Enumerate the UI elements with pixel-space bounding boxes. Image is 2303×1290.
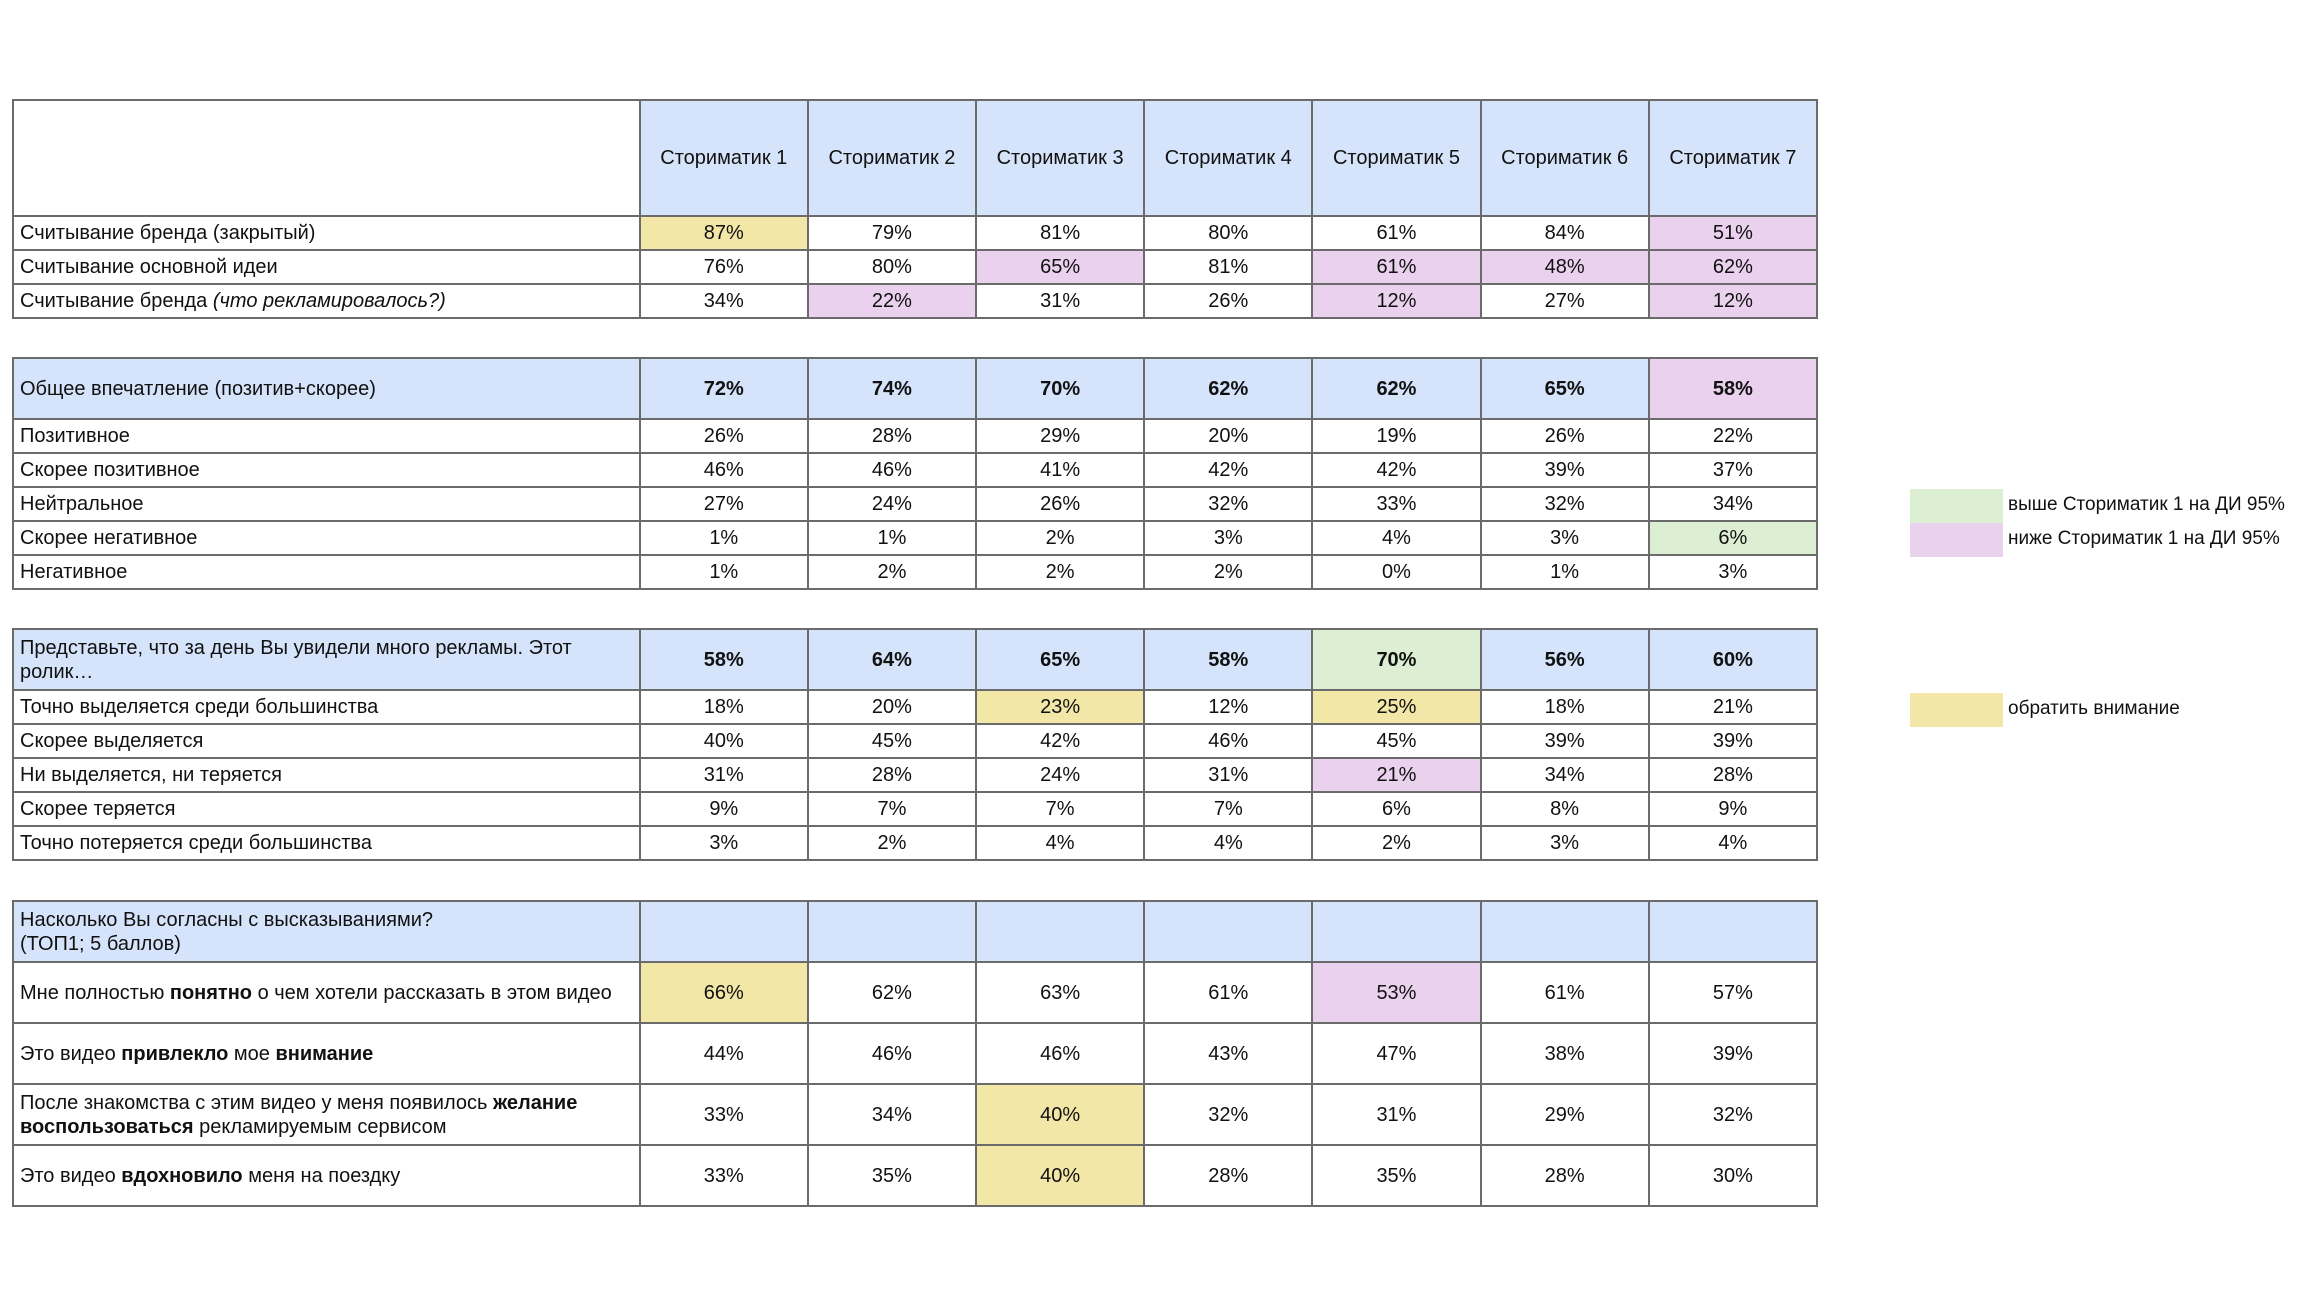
value-cell: 66% (640, 962, 808, 1023)
value-cell: 81% (976, 216, 1144, 250)
row-label: Скорее позитивное (13, 453, 640, 487)
value-cell: 62% (808, 962, 976, 1023)
value-cell: 34% (640, 284, 808, 318)
column-header: Сториматик 4 (1144, 100, 1312, 216)
table-row (13, 826, 1817, 860)
value-cell: 58% (640, 629, 808, 690)
value-cell: 63% (976, 962, 1144, 1023)
value-cell: 2% (976, 555, 1144, 589)
value-cell: 7% (976, 792, 1144, 826)
table-row (13, 555, 1817, 589)
value-cell: 42% (1144, 453, 1312, 487)
value-cell: 61% (1312, 216, 1480, 250)
value-cell: 48% (1481, 250, 1649, 284)
brand-recognition-table (12, 99, 1818, 319)
value-cell: 34% (1481, 758, 1649, 792)
value-cell: 51% (1649, 216, 1817, 250)
value-cell: 58% (1144, 629, 1312, 690)
value-cell: 39% (1481, 724, 1649, 758)
value-cell: 62% (1144, 358, 1312, 419)
value-cell: 61% (1481, 962, 1649, 1023)
value-cell: 9% (1649, 792, 1817, 826)
value-cell: 18% (640, 690, 808, 724)
value-cell: 31% (1144, 758, 1312, 792)
value-cell: 27% (1481, 284, 1649, 318)
value-cell: 62% (1649, 250, 1817, 284)
value-cell: 35% (808, 1145, 976, 1206)
value-cell: 22% (1649, 419, 1817, 453)
value-cell: 84% (1481, 216, 1649, 250)
value-cell: 1% (640, 521, 808, 555)
empty-header-cell (1144, 901, 1312, 962)
value-cell: 58% (1649, 358, 1817, 419)
value-cell: 1% (1481, 555, 1649, 589)
value-cell: 8% (1481, 792, 1649, 826)
value-cell: 74% (808, 358, 976, 419)
column-header: Сториматик 7 (1649, 100, 1817, 216)
value-cell: 21% (1649, 690, 1817, 724)
row-label: Точно потеряется среди большинства (13, 826, 640, 860)
value-cell: 19% (1312, 419, 1480, 453)
value-cell: 3% (1481, 521, 1649, 555)
empty-header-cell (1649, 901, 1817, 962)
value-cell: 45% (1312, 724, 1480, 758)
value-cell: 2% (1144, 555, 1312, 589)
empty-header-cell (1312, 901, 1480, 962)
value-cell: 3% (1144, 521, 1312, 555)
row-label (13, 1023, 640, 1084)
value-cell: 3% (640, 826, 808, 860)
table-row (13, 419, 1817, 453)
value-cell: 46% (808, 1023, 976, 1084)
value-cell: 6% (1649, 521, 1817, 555)
value-cell: 28% (1649, 758, 1817, 792)
value-cell: 45% (808, 724, 976, 758)
value-cell: 70% (976, 358, 1144, 419)
value-cell: 64% (808, 629, 976, 690)
legend-swatch-green (1910, 489, 2003, 523)
section-title: Общее впечатление (позитив+скорее) (13, 358, 640, 419)
value-cell: 65% (1481, 358, 1649, 419)
row-label-italic: (что рекламировалось?) (212, 290, 446, 312)
value-cell: 2% (808, 555, 976, 589)
standout-table (12, 628, 1818, 861)
value-cell: 12% (1649, 284, 1817, 318)
label-part: о чем хотели рассказать в этом видео (252, 981, 612, 1004)
value-cell: 23% (976, 690, 1144, 724)
row-label: Ни выделяется, ни теряется (13, 758, 640, 792)
value-cell: 57% (1649, 962, 1817, 1023)
table-row (13, 521, 1817, 555)
value-cell: 1% (808, 521, 976, 555)
empty-header-cell (808, 901, 976, 962)
value-cell: 2% (976, 521, 1144, 555)
label-part: рекламируемым сервисом (193, 1115, 447, 1138)
value-cell: 3% (1649, 555, 1817, 589)
value-cell: 40% (976, 1084, 1144, 1145)
row-label (13, 284, 640, 318)
value-cell: 26% (640, 419, 808, 453)
row-label: Негативное (13, 555, 640, 589)
table-row (13, 1023, 1817, 1084)
column-header: Сториматик 3 (976, 100, 1144, 216)
value-cell: 33% (640, 1084, 808, 1145)
value-cell: 4% (1144, 826, 1312, 860)
table-row (13, 690, 1817, 724)
value-cell: 53% (1312, 962, 1480, 1023)
value-cell: 34% (1649, 487, 1817, 521)
empty-header-cell (640, 901, 808, 962)
value-cell: 7% (808, 792, 976, 826)
label-part: мое (228, 1042, 276, 1065)
table-row (13, 758, 1817, 792)
value-cell: 40% (640, 724, 808, 758)
column-header: Сториматик 2 (808, 100, 976, 216)
section-header-row (13, 901, 1817, 962)
value-cell: 24% (976, 758, 1144, 792)
legend-text: обратить внимание (2008, 698, 2180, 719)
value-cell: 7% (1144, 792, 1312, 826)
value-cell: 4% (976, 826, 1144, 860)
value-cell: 1% (640, 555, 808, 589)
value-cell: 26% (1144, 284, 1312, 318)
value-cell: 37% (1649, 453, 1817, 487)
section-title (13, 901, 640, 962)
value-cell: 40% (976, 1145, 1144, 1206)
value-cell: 22% (808, 284, 976, 318)
table-row (13, 1145, 1817, 1206)
value-cell: 28% (1481, 1145, 1649, 1206)
value-cell: 25% (1312, 690, 1480, 724)
value-cell: 79% (808, 216, 976, 250)
label-part: После знакомства с этим видео у меня появилось (20, 1091, 493, 1114)
label-part-bold: привлекло (121, 1042, 229, 1065)
row-label: Скорее теряется (13, 792, 640, 826)
value-cell: 34% (808, 1084, 976, 1145)
column-header: Сториматик 5 (1312, 100, 1480, 216)
value-cell: 27% (640, 487, 808, 521)
corner-cell (13, 100, 640, 216)
table-row (13, 284, 1817, 318)
value-cell: 46% (808, 453, 976, 487)
row-label (13, 1084, 640, 1145)
value-cell: 20% (1144, 419, 1312, 453)
value-cell: 39% (1481, 453, 1649, 487)
row-label (13, 1145, 640, 1206)
value-cell: 33% (640, 1145, 808, 1206)
value-cell: 87% (640, 216, 808, 250)
label-part: Мне полностью (20, 981, 170, 1004)
table-row (13, 724, 1817, 758)
label-part-bold: понятно (169, 981, 253, 1004)
table-row (13, 487, 1817, 521)
value-cell: 18% (1481, 690, 1649, 724)
value-cell: 29% (976, 419, 1144, 453)
value-cell: 70% (1312, 629, 1480, 690)
section-header-row (13, 629, 1817, 690)
empty-header-cell (1481, 901, 1649, 962)
row-label: Позитивное (13, 419, 640, 453)
table-row (13, 453, 1817, 487)
empty-header-cell (976, 901, 1144, 962)
value-cell: 38% (1481, 1023, 1649, 1084)
value-cell: 65% (976, 250, 1144, 284)
table-row (13, 1084, 1817, 1145)
label-part-bold: внимание (275, 1042, 374, 1065)
value-cell: 56% (1481, 629, 1649, 690)
value-cell: 80% (808, 250, 976, 284)
value-cell: 26% (1481, 419, 1649, 453)
value-cell: 32% (1144, 487, 1312, 521)
legend-swatch-purple (1910, 523, 2003, 557)
value-cell: 20% (808, 690, 976, 724)
value-cell: 9% (640, 792, 808, 826)
value-cell: 62% (1312, 358, 1480, 419)
value-cell: 31% (976, 284, 1144, 318)
row-label: Нейтральное (13, 487, 640, 521)
value-cell: 28% (1144, 1145, 1312, 1206)
value-cell: 6% (1312, 792, 1480, 826)
value-cell: 43% (1144, 1023, 1312, 1084)
value-cell: 2% (1312, 826, 1480, 860)
value-cell: 46% (1144, 724, 1312, 758)
value-cell: 39% (1649, 1023, 1817, 1084)
legend-swatch-yellow (1910, 693, 2003, 727)
section-header-row (13, 358, 1817, 419)
value-cell: 80% (1144, 216, 1312, 250)
value-cell: 44% (640, 1023, 808, 1084)
column-header: Сториматик 6 (1481, 100, 1649, 216)
value-cell: 26% (976, 487, 1144, 521)
value-cell: 72% (640, 358, 808, 419)
label-part: Это видео (20, 1042, 122, 1065)
value-cell: 28% (808, 758, 976, 792)
row-label-text: Считывание бренда (20, 290, 213, 312)
value-cell: 76% (640, 250, 808, 284)
value-cell: 35% (1312, 1145, 1480, 1206)
value-cell: 30% (1649, 1145, 1817, 1206)
value-cell: 33% (1312, 487, 1480, 521)
impression-table (12, 357, 1818, 590)
table-row (13, 792, 1817, 826)
section-title-line1: Насколько Вы согласны с высказываниями? (20, 908, 434, 931)
value-cell: 32% (1144, 1084, 1312, 1145)
column-header: Сториматик 1 (640, 100, 808, 216)
value-cell: 46% (640, 453, 808, 487)
row-label: Считывание основной идеи (13, 250, 640, 284)
section-title-line2: (ТОП1; 5 баллов) (20, 932, 181, 955)
row-label: Скорее негативное (13, 521, 640, 555)
value-cell: 3% (1481, 826, 1649, 860)
value-cell: 12% (1144, 690, 1312, 724)
value-cell: 32% (1649, 1084, 1817, 1145)
label-part-bold: вдохновило (121, 1164, 243, 1187)
label-part: Это видео (20, 1164, 122, 1187)
value-cell: 41% (976, 453, 1144, 487)
value-cell: 31% (1312, 1084, 1480, 1145)
agreement-table (12, 900, 1818, 1207)
value-cell: 2% (808, 826, 976, 860)
table-row (13, 250, 1817, 284)
value-cell: 65% (976, 629, 1144, 690)
value-cell: 29% (1481, 1084, 1649, 1145)
value-cell: 46% (976, 1023, 1144, 1084)
label-part: меня на поездку (242, 1164, 401, 1187)
column-header-row (13, 100, 1817, 216)
value-cell: 42% (976, 724, 1144, 758)
section-title: Представьте, что за день Вы увидели много рекламы. Этот ролик… (13, 629, 640, 690)
row-label: Скорее выделяется (13, 724, 640, 758)
label-part-bold: желание воспользоваться (20, 1091, 578, 1138)
value-cell: 12% (1312, 284, 1480, 318)
row-label (13, 962, 640, 1023)
row-label: Точно выделяется среди большинства (13, 690, 640, 724)
value-cell: 4% (1312, 521, 1480, 555)
value-cell: 81% (1144, 250, 1312, 284)
value-cell: 28% (808, 419, 976, 453)
value-cell: 61% (1144, 962, 1312, 1023)
value-cell: 61% (1312, 250, 1480, 284)
legend-text: выше Сториматик 1 на ДИ 95% (2008, 494, 2285, 515)
value-cell: 31% (640, 758, 808, 792)
value-cell: 42% (1312, 453, 1480, 487)
value-cell: 39% (1649, 724, 1817, 758)
table-row (13, 962, 1817, 1023)
value-cell: 60% (1649, 629, 1817, 690)
value-cell: 24% (808, 487, 976, 521)
value-cell: 47% (1312, 1023, 1480, 1084)
table-row (13, 216, 1817, 250)
row-label: Считывание бренда (закрытый) (13, 216, 640, 250)
legend-text: ниже Сториматик 1 на ДИ 95% (2008, 528, 2280, 549)
value-cell: 0% (1312, 555, 1480, 589)
value-cell: 4% (1649, 826, 1817, 860)
value-cell: 21% (1312, 758, 1480, 792)
value-cell: 32% (1481, 487, 1649, 521)
